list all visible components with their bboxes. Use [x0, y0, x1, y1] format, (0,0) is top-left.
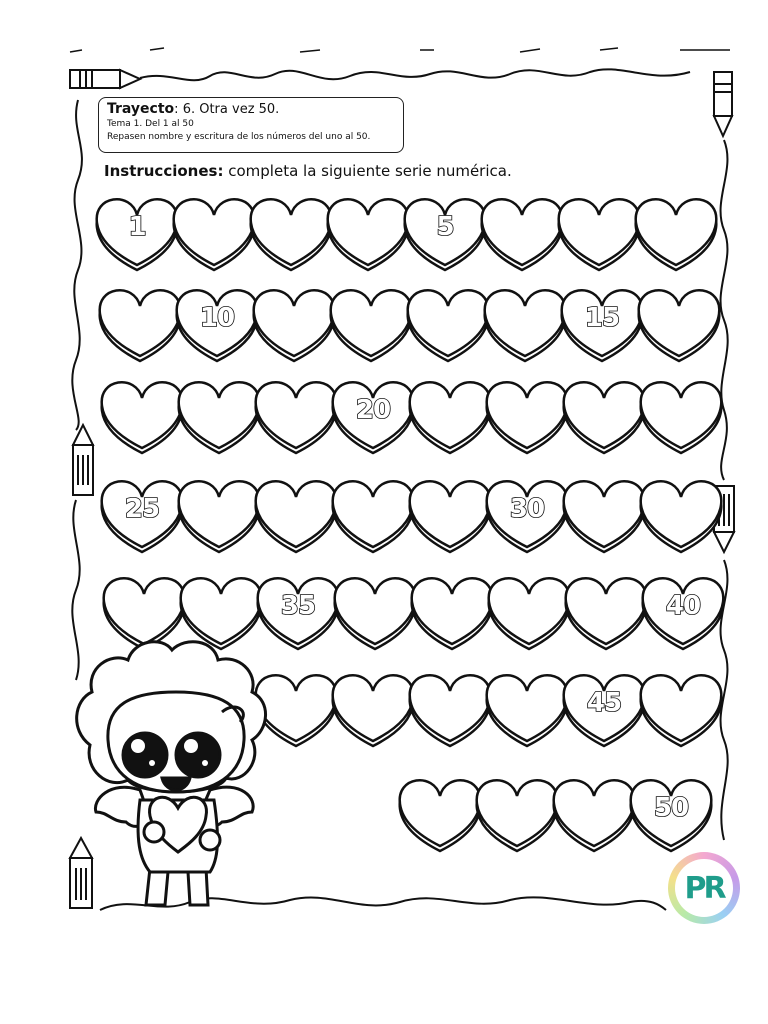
heart-number: 1 — [128, 212, 146, 242]
left-ribbon — [72, 100, 82, 680]
heart-cell — [97, 199, 178, 270]
heart-cell — [102, 481, 183, 552]
heart-cell — [104, 578, 185, 649]
heart-cell — [258, 578, 339, 649]
heart-cell — [405, 199, 486, 270]
heart-cell — [477, 780, 558, 851]
pr-logo — [668, 852, 740, 924]
heart-cell — [328, 199, 409, 270]
heart-cell — [408, 290, 489, 361]
cupid-eye-left — [123, 733, 167, 777]
heart-number: 45 — [586, 688, 622, 718]
instructions-label: Instrucciones: — [104, 162, 224, 180]
cupid-legs — [146, 868, 208, 905]
top-ribbon — [140, 69, 690, 80]
trayecto-label: Trayecto — [107, 101, 175, 117]
heart-number: 25 — [124, 494, 160, 524]
heart-cell — [564, 675, 645, 746]
bottom-ribbon — [100, 897, 666, 910]
repasen-line: Repasen nombre y escritura de los números del uno al 50. — [107, 132, 371, 142]
heart-number: 35 — [280, 591, 316, 621]
heart-number: 10 — [199, 303, 235, 333]
heart-cell — [559, 199, 640, 270]
heart-cell — [179, 382, 260, 453]
heart-cell — [487, 675, 568, 746]
trayecto-line: Trayecto: 6. Otra vez 50. — [107, 101, 280, 117]
pencil-icon — [70, 70, 140, 88]
heart-cell — [562, 290, 643, 361]
heart-cell — [335, 578, 416, 649]
heart-cell — [179, 481, 260, 552]
cupid-illustration — [77, 642, 266, 905]
pencil-icon — [714, 72, 732, 136]
heart-number: 20 — [355, 395, 391, 425]
heart-cell — [489, 578, 570, 649]
heart-cell — [641, 382, 722, 453]
heart-cell — [181, 578, 262, 649]
heart-cell — [482, 199, 563, 270]
heart-number: 40 — [665, 591, 701, 621]
heart-number: 15 — [584, 303, 620, 333]
heart-number: 5 — [436, 212, 454, 242]
heart-cell — [251, 199, 332, 270]
heart-cell — [487, 481, 568, 552]
heart-cell — [643, 578, 724, 649]
heart-cell — [564, 481, 645, 552]
header-box — [98, 97, 404, 153]
heart-cell — [331, 290, 412, 361]
heart-cell — [177, 290, 258, 361]
heart-cell — [554, 780, 635, 851]
heart-cell — [256, 481, 337, 552]
heart-cell — [485, 290, 566, 361]
heart-cell — [410, 675, 491, 746]
heart-number: 30 — [509, 494, 545, 524]
heart-cell — [174, 199, 255, 270]
instructions-text: completa la siguiente serie numérica. — [228, 162, 512, 180]
heart-cell — [412, 578, 493, 649]
tema-line: Tema 1. Del 1 al 50 — [107, 119, 194, 129]
heart-cell — [333, 481, 414, 552]
heart-cell — [639, 290, 720, 361]
top-edge-marks — [70, 48, 730, 52]
heart-cell — [400, 780, 481, 851]
heart-cell — [631, 780, 712, 851]
heart-cell — [410, 382, 491, 453]
heart-cell — [100, 290, 181, 361]
heart-cell — [487, 382, 568, 453]
heart-cell — [254, 290, 335, 361]
pr-logo-text: PR — [675, 859, 733, 917]
heart-cell — [256, 675, 337, 746]
heart-cell — [566, 578, 647, 649]
heart-cell — [641, 481, 722, 552]
heart-cell — [410, 481, 491, 552]
heart-cell — [636, 199, 717, 270]
heart-cell — [564, 382, 645, 453]
heart-cell — [256, 382, 337, 453]
heart-cell — [641, 675, 722, 746]
trayecto-value: 6. Otra vez 50. — [182, 102, 280, 117]
heart-cell — [102, 382, 183, 453]
cupid-eye-right — [176, 733, 220, 777]
heart-cell — [333, 382, 414, 453]
pencil-icon — [73, 425, 93, 495]
instructions — [104, 162, 512, 180]
heart-cell — [333, 675, 414, 746]
pencil-icon — [70, 838, 92, 908]
heart-number: 50 — [653, 793, 689, 823]
